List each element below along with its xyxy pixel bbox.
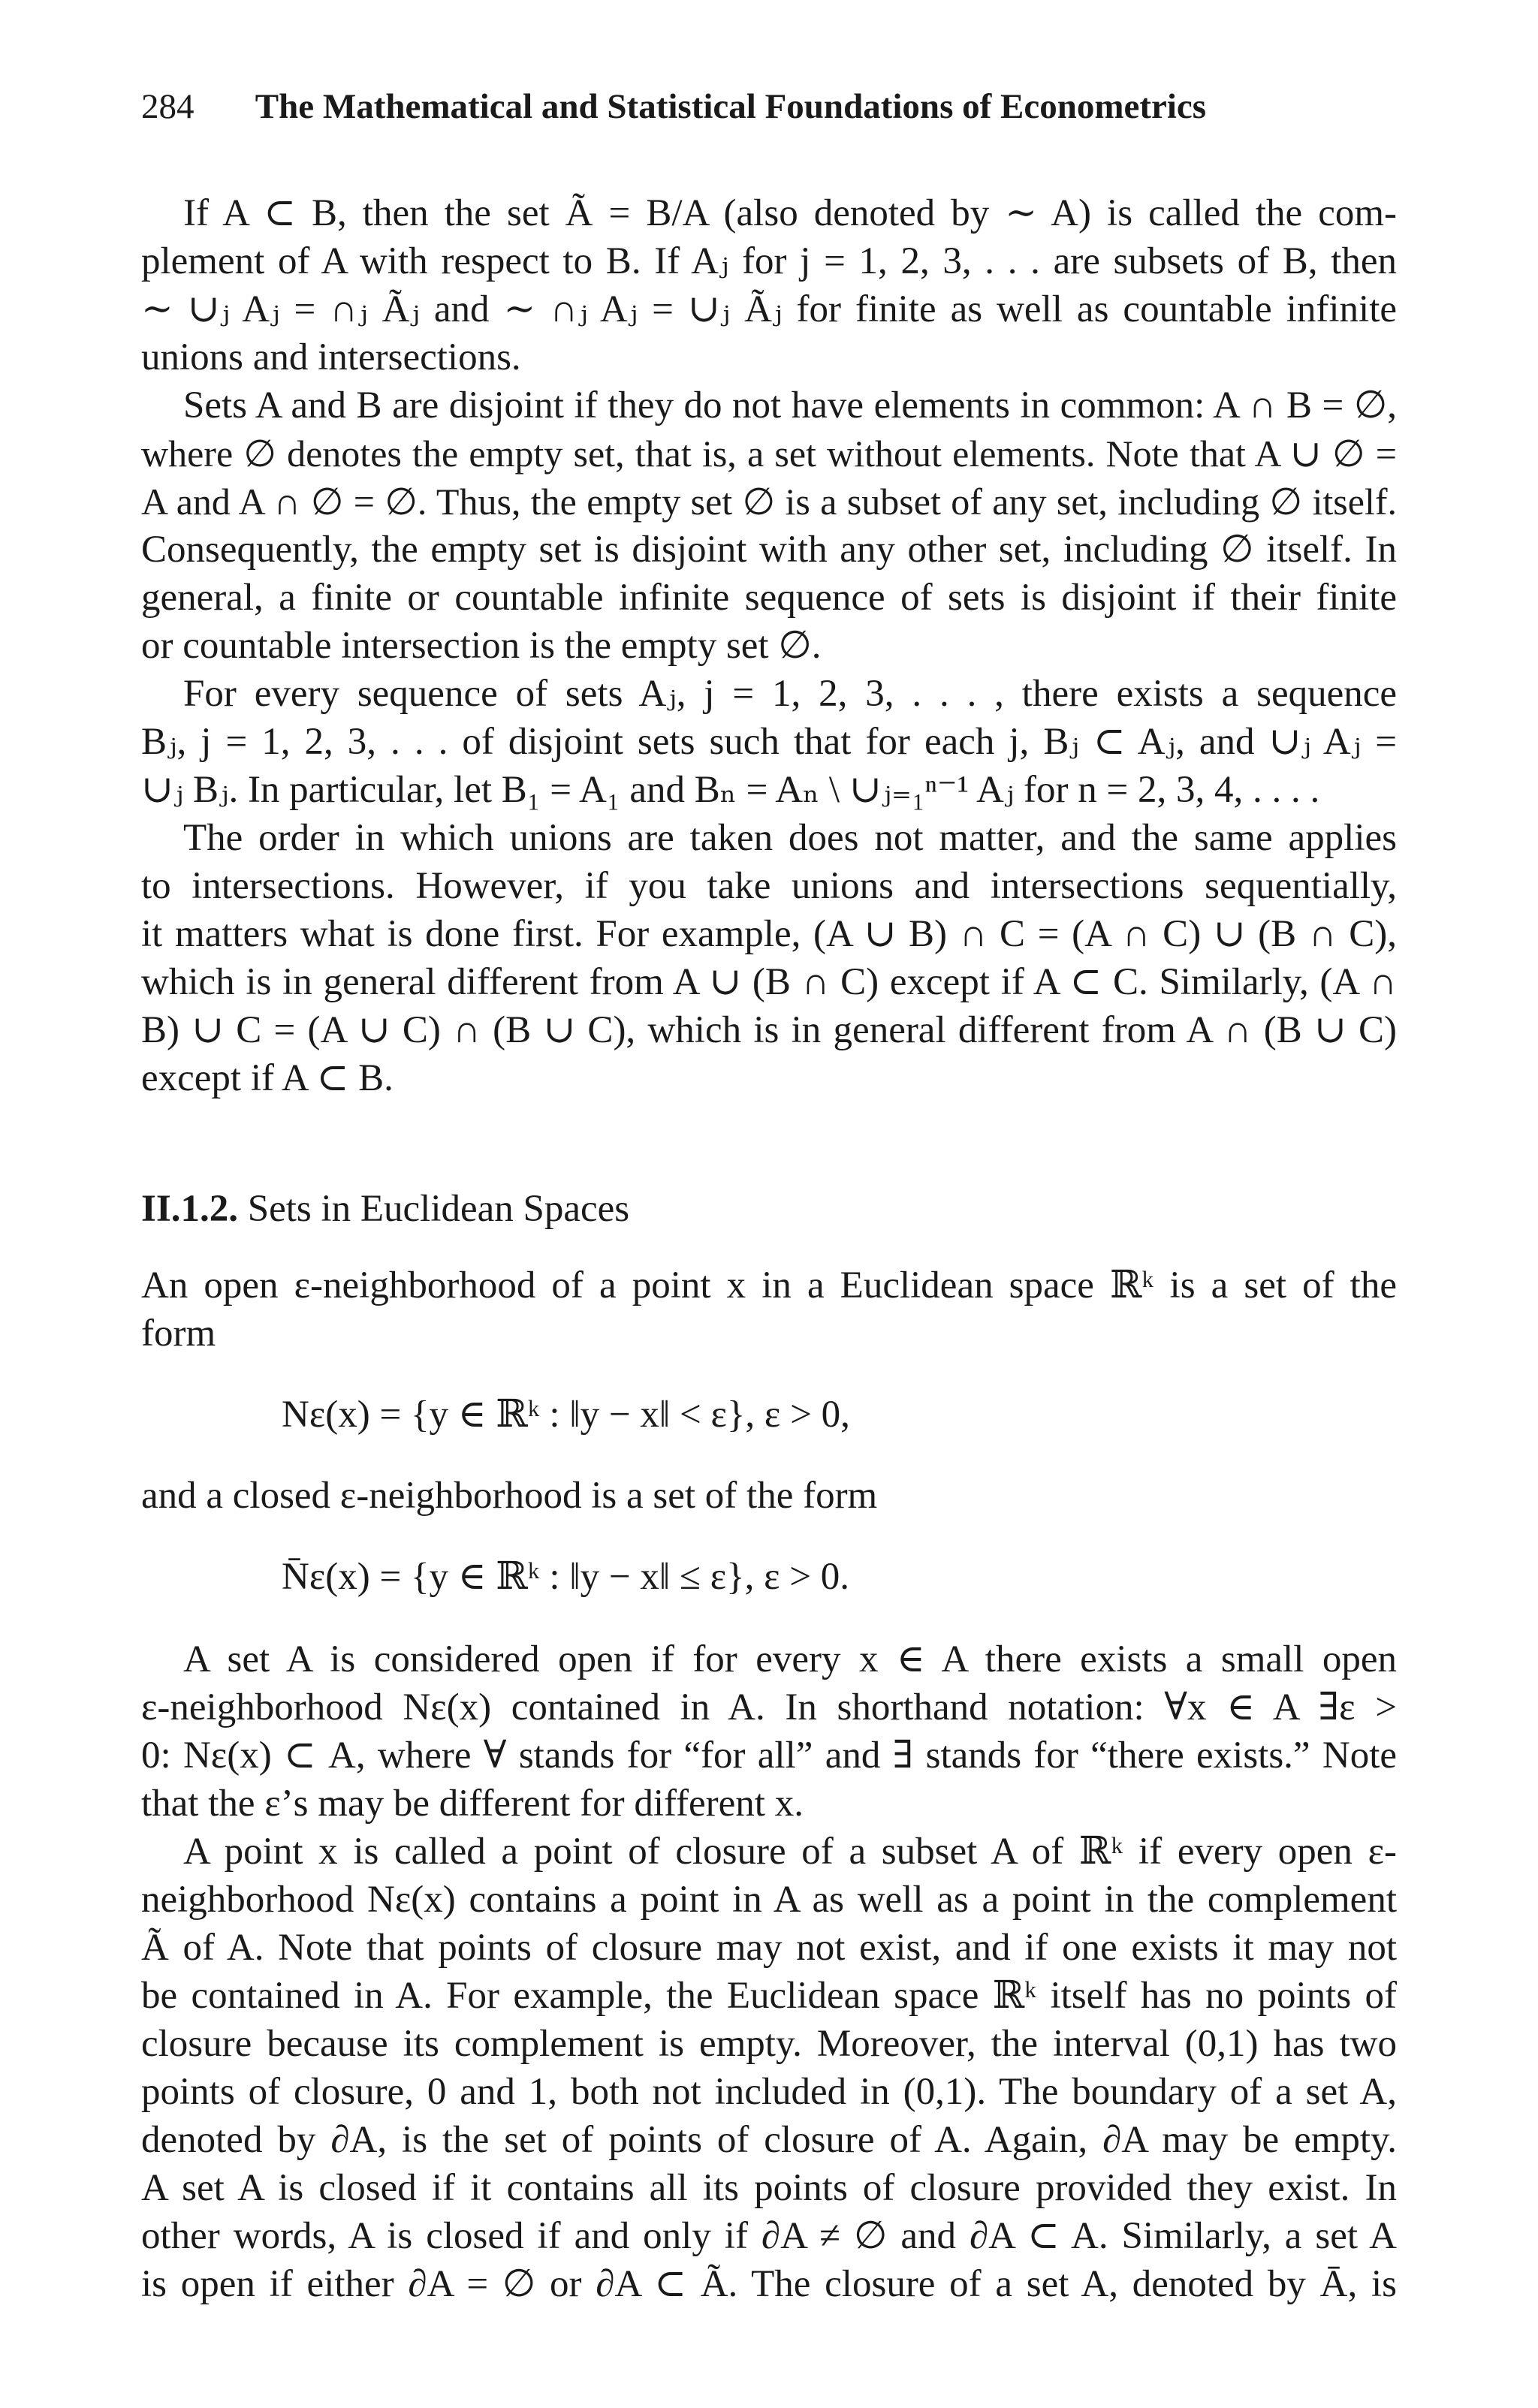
section-number: II.1.2.	[141, 1188, 238, 1230]
display-equation: N̄ε(x) = {y ∈ ℝᵏ : ‖y − x‖ ≤ ε}, ε > 0.	[282, 1556, 850, 1598]
text-line: points of closure, 0 and 1, both not included in (0,1). The boundary of a set A,	[141, 2071, 1397, 2113]
text-line: that the ε’s may be different for different x.	[141, 1783, 804, 1825]
text-line: The order in which unions are taken does not matter, and the same applies	[183, 817, 1397, 859]
text-line: except if A ⊂ B.	[141, 1057, 394, 1099]
text-line: A set A is considered open if for every x ∈ A there exists a small open	[183, 1638, 1397, 1680]
text-line: plement of A with respect to B. If Aⱼ for j = 1, 2, 3, . . . are subsets of B, then	[141, 240, 1397, 282]
text-line: Ã of A. Note that points of closure may not exist, and if one exists it may not	[141, 1927, 1397, 1969]
text-line: where ∅ denotes the empty set, that is, a set without elements. Note that A ∪ ∅ =	[141, 432, 1397, 475]
text-line: form	[141, 1312, 216, 1355]
text-line: to intersections. However, if you take unions and intersections sequentially,	[141, 865, 1397, 907]
text-line: neighborhood Nε(x) contains a point in A as well as a point in the complement	[141, 1879, 1397, 1921]
text-line: closure because its complement is empty. Moreover, the interval (0,1) has two	[141, 2023, 1397, 2065]
text-line: A and A ∩ ∅ = ∅. Thus, the empty set ∅ is a subset of any set, including ∅ itself.	[141, 481, 1397, 523]
running-header	[141, 84, 1397, 129]
text-line: ∪ⱼ Bⱼ. In particular, let B₁ = A₁ and Bₙ = Aₙ \ ∪ⱼ₌₁ⁿ⁻¹ Aⱼ for n = 2, 3, 4, . . . .	[141, 769, 1320, 811]
text-line: it matters what is done first. For example, (A ∪ B) ∩ C = (A ∩ C) ∪ (B ∩ C),	[141, 913, 1397, 955]
text-line: and a closed ε-neighborhood is a set of the form	[141, 1475, 878, 1517]
text-line: Consequently, the empty set is disjoint with any other set, including ∅ itself. In	[141, 529, 1397, 571]
text-line: general, a finite or countable infinite sequence of sets is disjoint if their finite	[141, 577, 1397, 619]
text-line: denoted by ∂A, is the set of points of closure of A. Again, ∂A may be empty.	[141, 2119, 1397, 2161]
text-line: be contained in A. For example, the Euclidean space ℝᵏ itself has no points of	[141, 1975, 1397, 2017]
text-line: A point x is called a point of closure of a subset A of ℝᵏ if every open ε-	[183, 1831, 1397, 1873]
running-title: The Mathematical and Statistical Foundations of Econometrics	[255, 87, 1207, 126]
text-line: B) ∪ C = (A ∪ C) ∩ (B ∪ C), which is in general different from A ∩ (B ∪ C)	[141, 1009, 1397, 1051]
text-line: or countable intersection is the empty set ∅.	[141, 625, 822, 667]
text-line: An open ε-neighborhood of a point x in a Euclidean space ℝᵏ is a set of the	[141, 1264, 1397, 1306]
display-equation: Nε(x) = {y ∈ ℝᵏ : ‖y − x‖ < ε}, ε > 0,	[282, 1394, 850, 1436]
text-line: other words, A is closed if and only if ∂A ≠ ∅ and ∂A ⊂ A. Similarly, a set A	[141, 2215, 1397, 2257]
text-line: A set A is closed if it contains all its points of closure provided they exist. In	[141, 2167, 1397, 2209]
text-line: ε-neighborhood Nε(x) contained in A. In shorthand notation: ∀x ∈ A ∃ε >	[141, 1686, 1397, 1728]
text-line: is open if either ∂A = ∅ or ∂A ⊂ Ã. The closure of a set A, denoted by Ā, is	[141, 2263, 1397, 2305]
text-line: ∼ ∪ⱼ Aⱼ = ∩ⱼ Ãⱼ and ∼ ∩ⱼ Aⱼ = ∪ⱼ Ãⱼ for finite as well as countable infinite	[141, 288, 1397, 330]
text-line: Sets A and B are disjoint if they do not have elements in common: A ∩ B = ∅,	[183, 384, 1397, 426]
text-line: 0: Nε(x) ⊂ A, where ∀ stands for “for all” and ∃ stands for “there exists.” Note	[141, 1734, 1397, 1777]
text-line: Bⱼ, j = 1, 2, 3, . . . of disjoint sets such that for each j, Bⱼ ⊂ Aⱼ, and ∪ⱼ Aⱼ =	[141, 721, 1397, 763]
text-line: unions and intersections.	[141, 336, 521, 378]
page-number: 284	[141, 87, 195, 126]
section-heading	[141, 1185, 629, 1233]
text-line: which is in general different from A ∪ (B ∩ C) except if A ⊂ C. Similarly, (A ∩	[141, 961, 1397, 1003]
section-title: Sets in Euclidean Spaces	[247, 1188, 630, 1230]
text-line: For every sequence of sets Aⱼ, j = 1, 2, 3, . . . , there exists a sequence	[183, 673, 1397, 715]
text-line: If A ⊂ B, then the set Ã = B/A (also denoted by ∼ A) is called the com-	[183, 192, 1397, 234]
